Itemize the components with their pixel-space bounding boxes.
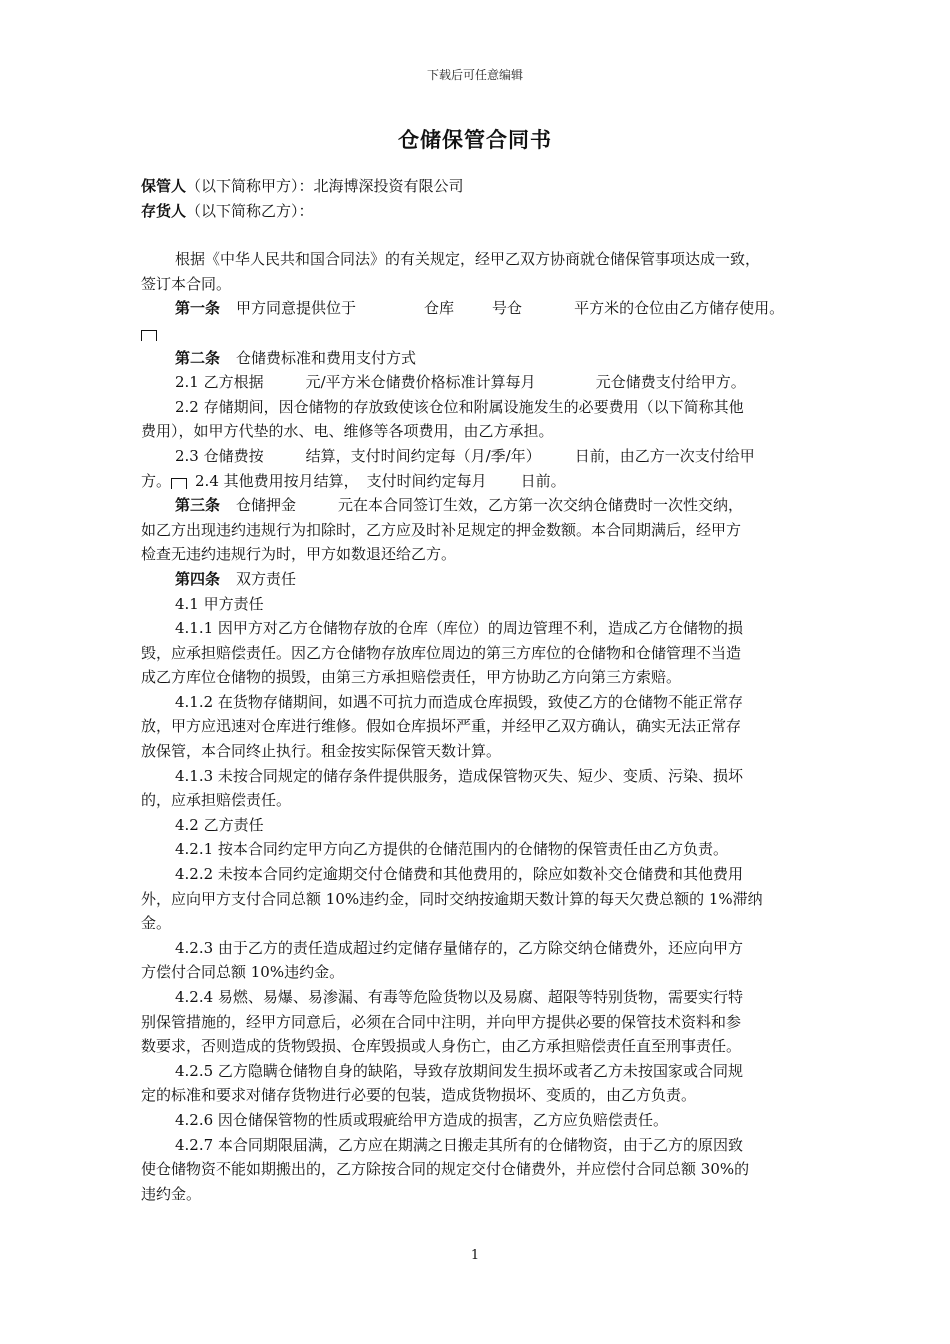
party-a-label: 保管人 [141,177,187,195]
clause-4-2-7-line-2: 使仓储物资不能如期搬出的，乙方除按合同的规定交付仓储费外，并应偿付合同总额 30%的 [141,1160,750,1179]
clause-4-2-5-line-2: 定的标准和要求对储存货物进行必要的包装，造成货物损坏、变质的，由乙方负责。 [141,1086,697,1105]
party-a-line [141,174,821,199]
article-3-a: 仓储押金 [236,496,297,515]
clause-4-2-4-line-1: 4.2.4 易燃、易爆、易渗漏、有毒等危险货物以及易腐、超限等特别货物，需要实行特 [175,988,743,1006]
page-number: 1 [470,1248,480,1263]
clause-2-2-line-2: 费用），如甲方代垫的水、电、维修等各项费用，由乙方承担。 [141,422,554,441]
article-4-title: 双方责任 [236,569,297,588]
clause-4-1: 4.1 甲方责任 [175,594,264,613]
clause-2-4-a: 2.4 其他费用按月结算， [195,471,359,490]
clause-4-1-2-line-1: 4.1.2 在货物存储期间，如遇不可抗力而造成仓库损毁，致使乙方的仓储物不能正常存 [175,692,743,711]
article-1-text-c: 号仓 [492,299,523,318]
clause-4-2-7-line-1: 4.2.7 本合同期限届满，乙方应在期满之日搬走其所有的仓储物资，由于乙方的原因致 [175,1135,743,1154]
clause-4-2-1: 4.2.1 按本合同约定甲方向乙方提供的仓储范围内的仓储物的保管责任由乙方负责。 [175,840,728,859]
clause-2-3-b: 结算，支付时间约定每（月/季/年） [305,446,541,465]
header-note: 下载后可任意编辑 [426,68,523,82]
clause-2-1-b: 元/平方米仓储费价格标准计算每月 [305,373,536,392]
clause-4-1-3-line-2: 的，应承担赔偿责任。 [141,791,292,810]
clause-4-1-3-line-1: 4.1.3 未按合同规定的储存条件提供服务，造成保管物灭失、短少、变质、污染、损坏 [175,766,743,785]
clause-4-2-7-line-3: 违约金。 [141,1184,202,1203]
article-2-label: 第二条 [175,348,221,367]
clause-4-1-1-line-1: 4.1.1 因甲方对乙方仓储物存放的仓库（库位）的周边管理不利，造成乙方仓储物的损 [175,619,743,638]
clause-2-4-b: 支付时间约定每月 [366,471,487,490]
party-a-text: （以下简称甲方）：北海博深投资有限公司 [186,177,464,195]
field-mark-icon [171,478,187,489]
clause-2-4-c: 日前。 [520,471,566,490]
clause-4-2-3-line-2: 方偿付合同总额 10%违约金。 [141,963,345,982]
document-body [141,174,821,1206]
clause-2-3-2-4 [141,469,821,494]
intro-line-1: 根据《中华人民共和国合同法》的有关规定，经甲乙双方协商就仓储保管事项达成一致， [175,250,761,269]
article-3-line-3: 检查无违约违规行为时，甲方如数退还给乙方。 [141,545,457,564]
clause-2-1-a: 2.1 乙方根据 [175,373,264,392]
article-1 [141,296,821,321]
article-1-label: 第一条 [175,299,221,318]
article-1-text-d: 平方米的仓位由乙方储存使用。 [574,299,785,318]
clause-4-1-1-line-2: 毁，应承担赔偿责任。因乙方仓储物存放库位周边的第三方库位的仓储物和仓储管理不当造 [141,643,742,662]
clause-4-2: 4.2 乙方责任 [175,815,264,834]
clause-4-1-1-line-3: 成乙方库位仓储物的损毁，由第三方承担赔偿责任，甲方协助乙方向第三方索赔。 [141,668,682,687]
clause-2-1 [141,370,821,395]
clause-4-2-6: 4.2.6 因仓储保管物的性质或瑕疵给甲方造成的损害，乙方应负赔偿责任。 [175,1110,668,1129]
party-b-text: （以下简称乙方）： [186,201,314,220]
article-2-title: 仓储费标准和费用支付方式 [236,348,417,367]
clause-4-2-2-line-2: 外，应向甲方支付合同总额 10%违约金，同时交纳按逾期天数计算的每天欠费总额的 1%滞纳 [141,889,763,908]
article-3-line-2: 如乙方出现违约违规行为扣除时，乙方应及时补足规定的押金数额。本合同期满后，经甲方 [141,520,742,539]
clause-2-2-line-1: 2.2 存储期间，因仓储物的存放致使该仓位和附属设施发生的必要费用（以下简称其他 [175,397,744,416]
article-1-text-a: 甲方同意提供位于 [236,299,357,318]
clause-4-1-2-line-3: 放保管，本合同终止执行。租金按实际保管天数计算。 [141,742,502,761]
clause-4-2-4-line-3: 数要求，否则造成的货物毁损、仓库毁损或人身伤亡，由乙方承担赔偿责任直至刑事责任。 [141,1037,742,1056]
clause-2-1-c: 元仓储费支付给甲方。 [595,373,746,392]
intro-line-2: 签订本合同。 [141,274,232,293]
article-1-mark-line [141,321,821,346]
clause-4-2-2-line-3: 金。 [141,914,172,933]
clause-4-1-2-line-2: 放，甲方应迅速对仓库进行维修。假如仓库损坏严重，并经甲乙双方确认，确实无法正常存 [141,717,742,736]
party-b-label: 存货人 [141,201,187,220]
article-1-text-b: 仓库 [424,299,455,318]
party-b-line [141,199,821,224]
article-2 [141,346,821,371]
article-4 [141,567,821,592]
field-mark-icon [141,330,157,341]
clause-2-3 [141,444,821,469]
article-3-label: 第三条 [175,496,221,515]
clause-4-2-2-line-1: 4.2.2 未按本合同约定逾期交付仓储费和其他费用的，除应如数补交仓储费和其他费用 [175,865,743,884]
article-3 [141,493,821,518]
article-3-b: 元在本合同签订生效，乙方第一次交纳仓储费时一次性交纳， [338,496,744,515]
clause-4-2-5-line-1: 4.2.5 乙方隐瞒仓储物自身的缺陷，导致存放期间发生损坏或者乙方未按国家或合同规 [175,1061,743,1080]
document-title: 仓储保管合同书 [398,127,552,152]
spacer [141,223,821,247]
clause-4-2-3-line-1: 4.2.3 由于乙方的责任造成超过约定储存量储存的，乙方除交纳仓储费外，还应向甲方 [175,938,743,957]
clause-2-3-c: 日前，由乙方一次支付给甲 [574,446,755,465]
clause-2-3-a: 2.3 仓储费按 [175,446,264,465]
clause-4-2-4-line-2: 别保管措施的，经甲方同意后，必须在合同中注明，并向甲方提供必要的保管技术资料和参 [141,1012,742,1031]
clause-2-3-d: 方。 [141,471,172,490]
article-4-label: 第四条 [175,569,221,588]
